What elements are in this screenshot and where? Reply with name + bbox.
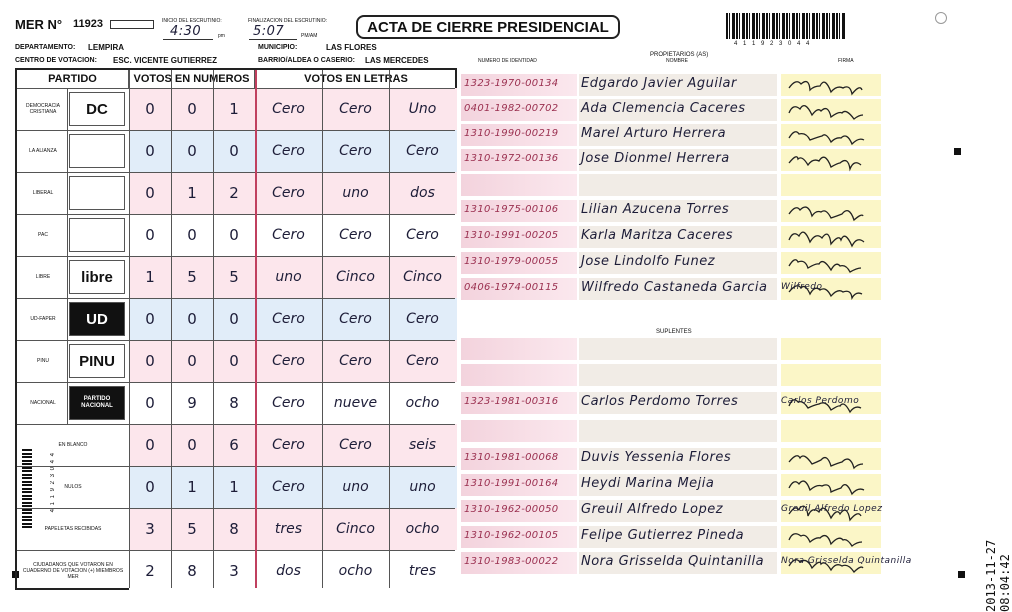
vote-digit: 0 xyxy=(187,310,197,328)
member-id: 1310-1983-00022 xyxy=(464,556,559,567)
member-row xyxy=(461,392,941,416)
signature-text: Nora Grisselda Quintanilla xyxy=(781,556,912,566)
col-divider xyxy=(389,70,390,588)
member-row xyxy=(461,552,941,576)
vote-digit: 0 xyxy=(145,142,155,160)
vote-digit: 0 xyxy=(145,100,155,118)
vote-digit: 0 xyxy=(187,436,197,454)
vote-digit: 8 xyxy=(187,562,197,580)
municipio-label: MUNICIPIO: xyxy=(258,44,298,51)
name-field xyxy=(579,420,777,442)
signature-field xyxy=(781,174,881,196)
member-id: 1310-1972-00136 xyxy=(464,153,559,164)
member-id: 1310-1990-00219 xyxy=(464,128,559,139)
id-field xyxy=(461,174,577,196)
member-row xyxy=(461,74,941,98)
party-name: LIBRE xyxy=(35,274,51,280)
party-logo-icon: UD xyxy=(69,302,125,336)
vote-word: Cinco xyxy=(336,269,375,285)
party-name: PAPELETAS RECIBIDAS xyxy=(44,526,102,532)
vote-digit: 0 xyxy=(187,142,197,160)
vote-word: uno xyxy=(409,479,436,495)
col-divider xyxy=(322,70,323,588)
vote-digit: 0 xyxy=(145,310,155,328)
party-logo-icon: PINU xyxy=(69,344,125,378)
firma-label: FIRMA xyxy=(838,58,854,64)
vote-digit: 0 xyxy=(229,226,239,244)
vote-digit: 0 xyxy=(145,226,155,244)
member-row xyxy=(461,278,941,302)
party-name: NULOS xyxy=(64,484,82,490)
vote-word: Cinco xyxy=(336,521,375,537)
vote-word: Cero xyxy=(272,101,305,117)
member-row xyxy=(461,474,941,498)
party-name: DEMOCRACIA CRISTIANA xyxy=(26,103,60,115)
member-id: 1310-1962-00050 xyxy=(464,504,559,515)
vote-word: Cero xyxy=(406,311,439,327)
member-row xyxy=(461,420,941,444)
vote-digit: 1 xyxy=(229,478,239,496)
col-divider xyxy=(171,70,172,588)
vote-digit: 0 xyxy=(145,436,155,454)
member-id: 1323-1970-00134 xyxy=(464,78,559,89)
vote-digit: 0 xyxy=(187,226,197,244)
reg-mark xyxy=(958,571,965,578)
member-row xyxy=(461,99,941,123)
party-name: CIUDADANOS QUE VOTARON EN CUADERNO DE VOTACION (+) MIEMBROS MER xyxy=(22,562,124,580)
member-name: Jose Dionmel Herrera xyxy=(581,151,730,166)
id-field xyxy=(461,338,577,360)
end-suffix: PM/AM xyxy=(301,33,318,39)
scan-timestamp: 2013-11-27 08:04:42 xyxy=(984,539,1012,612)
vote-word: Uno xyxy=(408,101,437,117)
signature-text: Wilfredo xyxy=(781,282,823,292)
start-label: INICIO DEL ESCRUTINIO: xyxy=(162,18,222,24)
signature-scribble xyxy=(781,474,881,496)
end-label: FINALIZACION DEL ESCRUTINIO: xyxy=(248,18,327,24)
vote-word: Cero xyxy=(272,353,305,369)
member-name: Jose Lindolfo Funez xyxy=(581,254,716,269)
mer-label: MER N° xyxy=(15,17,63,32)
col-divider xyxy=(67,88,68,424)
vote-digit: 8 xyxy=(229,520,239,538)
party-name: PINU xyxy=(37,358,49,364)
vote-digit: 9 xyxy=(187,394,197,412)
member-id: 1310-1991-00164 xyxy=(464,478,559,489)
vote-digit: 0 xyxy=(145,478,155,496)
centro-value: ESC. VICENTE GUTIERREZ xyxy=(113,56,218,65)
col-divider xyxy=(129,70,130,588)
member-name: Nora Grisselda Quintanilla xyxy=(581,554,765,569)
col-header-numeros: VOTOS EN NUMEROS xyxy=(129,70,255,88)
member-row xyxy=(461,500,941,524)
col-divider xyxy=(255,70,257,588)
vote-word: Cero xyxy=(272,227,305,243)
member-name: Marel Arturo Herrera xyxy=(581,126,727,141)
vote-word: tres xyxy=(408,563,437,579)
vote-digit: 2 xyxy=(229,184,239,202)
party-logo-icon: DC xyxy=(69,92,125,126)
signature-field xyxy=(781,420,881,442)
vote-digit: 0 xyxy=(187,352,197,370)
barcode-text: 4 1 1 9 2 3 0 4 4 xyxy=(734,41,812,47)
vote-word: Cero xyxy=(339,143,372,159)
member-id: 1323-1981-00316 xyxy=(464,396,559,407)
vote-digit: 1 xyxy=(187,184,197,202)
signature-field xyxy=(781,338,881,360)
vote-word: uno xyxy=(342,185,369,201)
member-name: Ada Clemencia Caceres xyxy=(581,101,746,116)
municipio-value: LAS FLORES xyxy=(326,43,377,52)
nombre-label: NOMBRE xyxy=(666,58,688,64)
signature-scribble xyxy=(781,448,881,470)
vote-digit: 0 xyxy=(145,352,155,370)
signature-scribble xyxy=(781,124,881,146)
vote-digit: 0 xyxy=(187,100,197,118)
departamento-value: LEMPIRA xyxy=(88,43,124,52)
vote-word: Cero xyxy=(272,395,305,411)
mer-logo xyxy=(110,20,154,29)
vote-word: dos xyxy=(410,185,435,201)
reg-mark xyxy=(935,12,947,24)
vote-word: Cero xyxy=(406,143,439,159)
member-name: Edgardo Javier Aguilar xyxy=(581,76,737,91)
party-logo-icon xyxy=(69,176,125,210)
member-row xyxy=(461,124,941,148)
vote-digit: 5 xyxy=(187,268,197,286)
vote-word: Cero xyxy=(339,227,372,243)
vote-word: Cero xyxy=(406,353,439,369)
signature-scribble xyxy=(781,252,881,274)
vote-word: Cero xyxy=(339,353,372,369)
vote-word: dos xyxy=(276,563,301,579)
name-field xyxy=(579,338,777,360)
member-id: 1310-1991-00205 xyxy=(464,230,559,241)
member-row xyxy=(461,200,941,224)
member-id: 1310-1981-00068 xyxy=(464,452,559,463)
vote-digit: 5 xyxy=(229,268,239,286)
signature-field xyxy=(781,364,881,386)
member-row xyxy=(461,226,941,250)
party-name: UD-FAPER xyxy=(30,316,56,322)
vote-digit: 6 xyxy=(229,436,239,454)
party-name: LIBERAL xyxy=(32,190,54,196)
member-name: Karla Maritza Caceres xyxy=(581,228,734,243)
vote-digit: 0 xyxy=(145,394,155,412)
reg-mark xyxy=(954,148,961,155)
vote-word: Cero xyxy=(272,311,305,327)
vote-digit: 1 xyxy=(229,100,239,118)
signature-scribble xyxy=(781,200,881,222)
vote-word: ocho xyxy=(405,395,440,411)
vote-digit: 0 xyxy=(145,184,155,202)
vote-digit: 3 xyxy=(229,562,239,580)
vote-digit: 0 xyxy=(229,310,239,328)
party-logo-icon xyxy=(69,218,125,252)
id-field xyxy=(461,420,577,442)
signature-text: Carlos Perdomo xyxy=(781,396,860,406)
centro-label: CENTRO DE VOTACION: xyxy=(15,57,97,64)
signature-text: Greuil Alfredo Lopez xyxy=(781,504,883,514)
col-header-partido: PARTIDO xyxy=(17,70,129,88)
member-name: Duvis Yessenia Flores xyxy=(581,450,732,465)
start-time: 4:30 xyxy=(170,24,202,39)
party-logo-icon: PARTIDO NACIONAL xyxy=(69,386,125,420)
vote-digit: 8 xyxy=(229,394,239,412)
vote-word: uno xyxy=(275,269,302,285)
member-row xyxy=(461,174,941,198)
member-row xyxy=(461,526,941,550)
vote-digit: 2 xyxy=(145,562,155,580)
propietarios-label: PROPIETARIOS (AS) xyxy=(650,52,709,58)
vote-word: Cero xyxy=(339,437,372,453)
party-name: LA ALIANZA xyxy=(29,148,57,154)
vote-word: Cero xyxy=(339,101,372,117)
member-id: 0401-1982-00702 xyxy=(464,103,559,114)
member-id: 0406-1974-00115 xyxy=(464,282,559,293)
member-name: Wilfredo Castaneda Garcia xyxy=(581,280,768,295)
member-name: Felipe Gutierrez Pineda xyxy=(581,528,745,543)
vote-word: seis xyxy=(408,437,437,453)
vote-word: Cero xyxy=(272,437,305,453)
end-time: 5:07 xyxy=(253,24,285,39)
id-field xyxy=(461,364,577,386)
signature-scribble xyxy=(781,99,881,121)
signature-scribble xyxy=(781,149,881,171)
vote-word: Cero xyxy=(406,227,439,243)
vote-digit: 3 xyxy=(145,520,155,538)
name-field xyxy=(579,364,777,386)
member-name: Greuil Alfredo Lopez xyxy=(581,502,724,517)
departamento-label: DEPARTAMENTO: xyxy=(15,44,76,51)
start-suffix: pm xyxy=(218,33,225,39)
party-name: NACIONAL xyxy=(30,400,56,406)
id-column-label: NUMERO DE IDENTIDAD xyxy=(478,58,537,64)
vote-digit: 0 xyxy=(229,352,239,370)
signature-scribble xyxy=(781,226,881,248)
member-row xyxy=(461,448,941,472)
vote-word: Cero xyxy=(272,185,305,201)
col-header-letras: VOTOS EN LETRAS xyxy=(304,73,408,85)
mer-number: 11923 xyxy=(73,18,103,30)
member-row xyxy=(461,338,941,362)
signature-scribble xyxy=(781,526,881,548)
vote-table xyxy=(15,68,457,590)
member-row xyxy=(461,364,941,388)
member-id: 1310-1975-00106 xyxy=(464,204,559,215)
col-divider xyxy=(213,70,214,588)
vote-digit: 1 xyxy=(187,478,197,496)
party-logo-icon xyxy=(69,134,125,168)
member-name: Lilian Azucena Torres xyxy=(581,202,730,217)
vote-word: Cero xyxy=(339,311,372,327)
vote-word: ocho xyxy=(405,521,440,537)
side-barcode-text: 4 1 1 9 2 3 0 4 4 xyxy=(50,452,56,513)
vote-digit: 5 xyxy=(187,520,197,538)
document-title: ACTA DE CIERRE PRESIDENCIAL xyxy=(356,15,620,39)
vote-digit: 1 xyxy=(145,268,155,286)
vote-word: tres xyxy=(274,521,303,537)
barrio-label: BARRIO/ALDEA O CASERIO: xyxy=(258,57,355,64)
member-id: 1310-1979-00055 xyxy=(464,256,559,267)
vote-word: nueve xyxy=(333,395,378,411)
member-name: Heydi Marina Mejia xyxy=(581,476,715,491)
vote-word: Cero xyxy=(272,143,305,159)
suplentes-label: SUPLENTES xyxy=(656,329,692,335)
party-logo-icon: libre xyxy=(69,260,125,294)
vote-word: ocho xyxy=(338,563,373,579)
name-field xyxy=(579,174,777,196)
barrio-value: LAS MERCEDES xyxy=(365,56,429,65)
party-name: EN BLANCO xyxy=(58,442,88,448)
party-name: PAC xyxy=(38,232,48,238)
signature-scribble xyxy=(781,74,881,96)
barcode xyxy=(726,13,846,39)
member-id: 1310-1962-00105 xyxy=(464,530,559,541)
member-row xyxy=(461,149,941,173)
member-row xyxy=(461,252,941,276)
vote-word: uno xyxy=(342,479,369,495)
vote-word: Cinco xyxy=(403,269,442,285)
mesa-members xyxy=(461,70,941,595)
member-name: Carlos Perdomo Torres xyxy=(581,394,739,409)
vote-digit: 0 xyxy=(229,142,239,160)
vote-word: Cero xyxy=(272,479,305,495)
